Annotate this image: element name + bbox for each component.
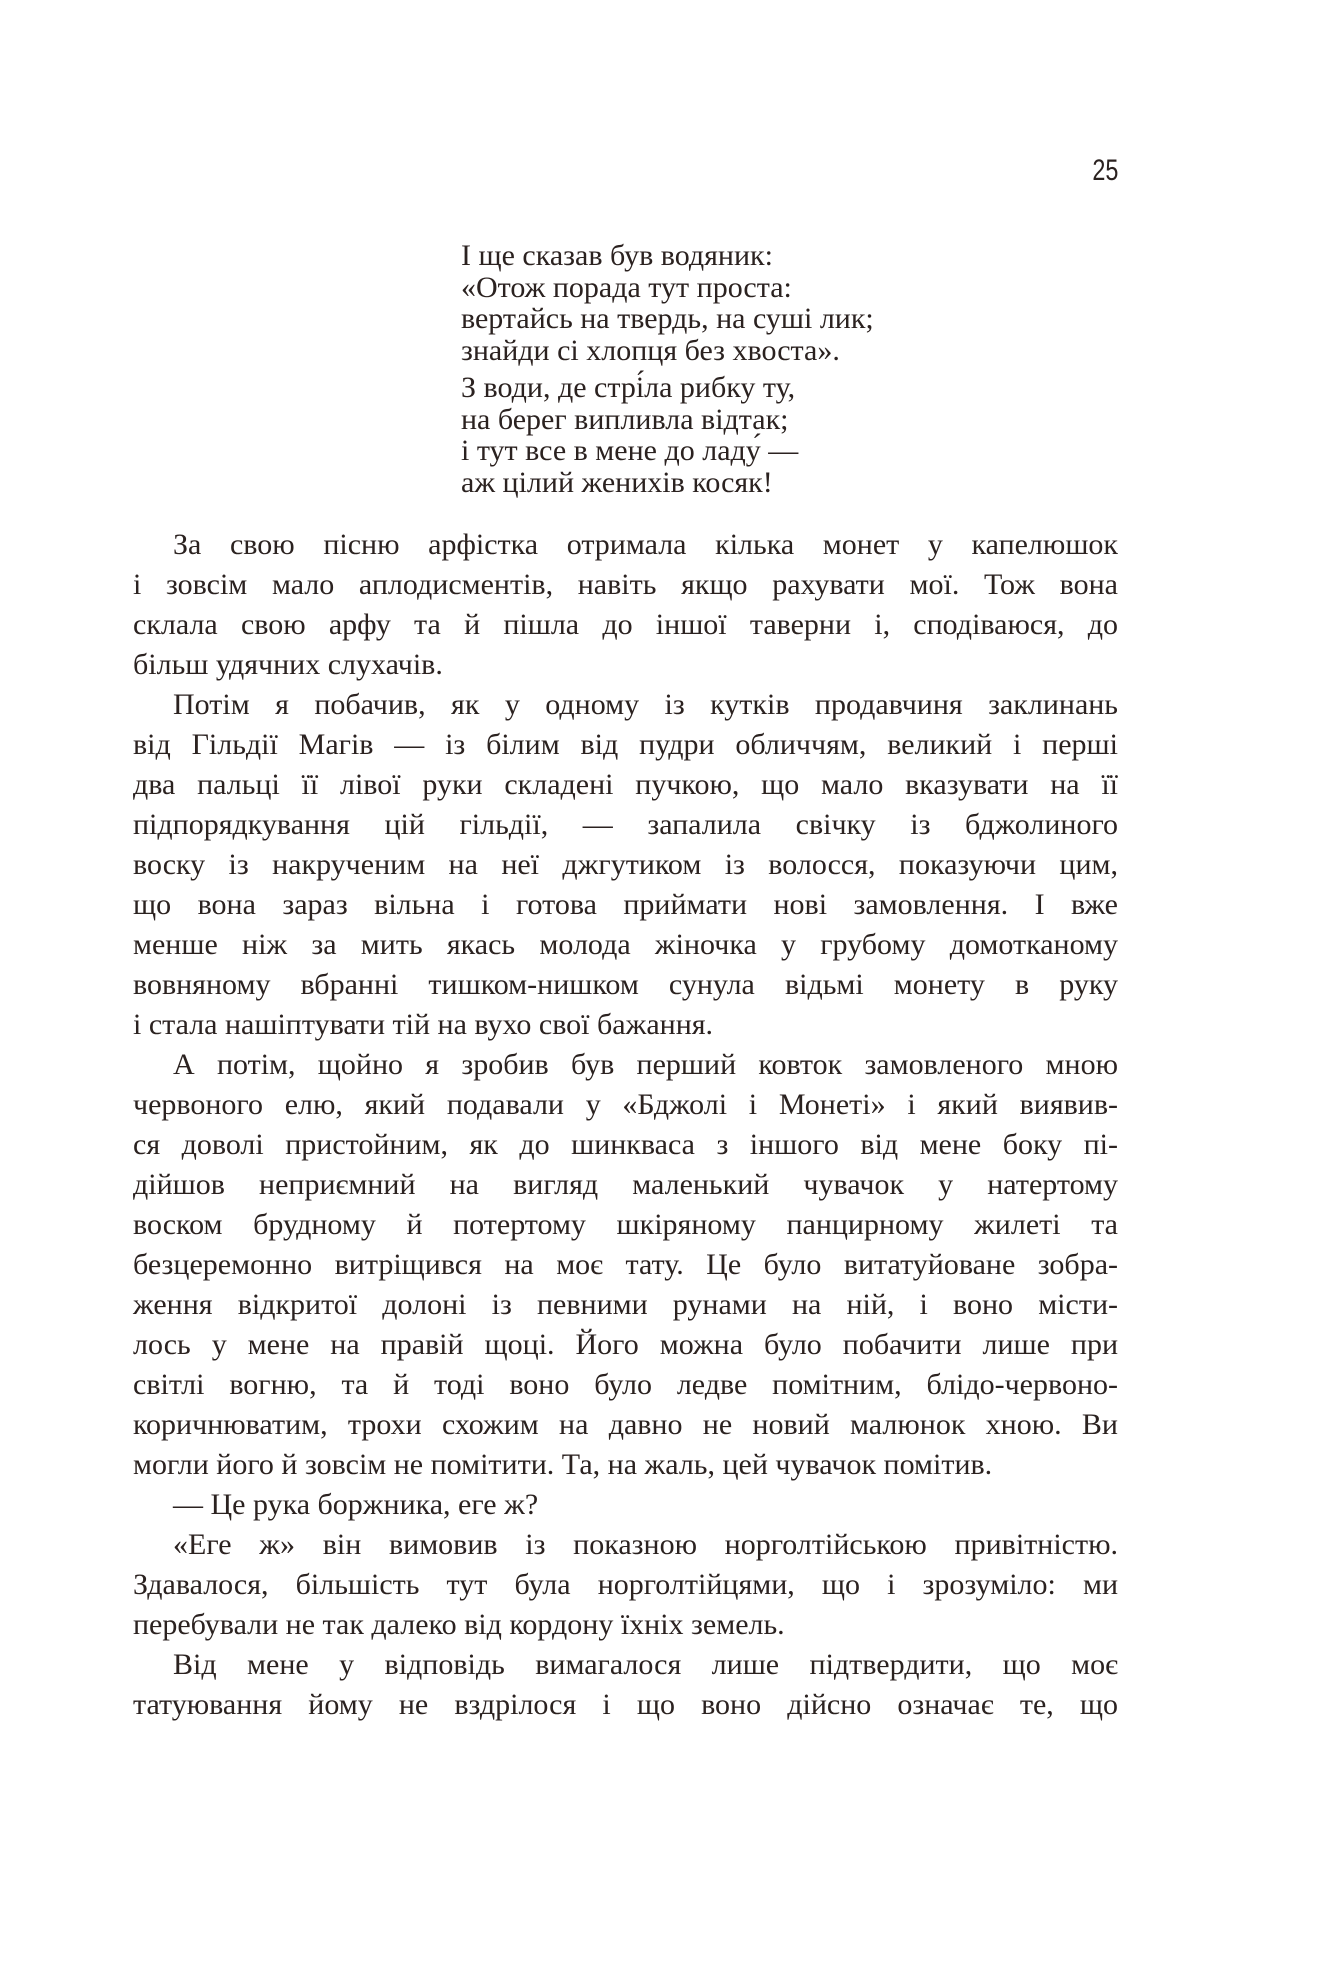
paragraph [133, 525, 1118, 685]
text-line: Здавалося, більшість тут була норголтійцями, що і зрозуміло: ми [133, 1568, 1118, 1601]
poem-line: на берег випливла відтак; [461, 402, 789, 436]
poem-line: і тут все в мене до ладу́ — [461, 434, 799, 467]
paragraph-dialogue [133, 1485, 1118, 1525]
text-line: лось у мене на правій щоці. Його можна було побачити лише при [133, 1328, 1118, 1361]
text-line: червоного елю, який подавали у «Бджолі і Монеті» і який виявив- [133, 1088, 1118, 1121]
text-line: і зовсім мало аплодисментів, навіть якщо рахувати мої. Тож вона [133, 568, 1118, 601]
text-line: більш удячних слухачів. [133, 648, 443, 681]
body-text [133, 525, 1118, 1725]
text-line: коричнюватим, трохи схожим на давно не новий малюнок хною. Ви [133, 1408, 1118, 1441]
page-number: 25 [1091, 154, 1118, 187]
text-line: від Гільдії Магів — із білим від пудри обличчям, великий і перші [133, 728, 1118, 761]
text-line: воском брудному й потертому шкіряному панцирному жилеті та [133, 1208, 1118, 1241]
text-line: менше ніж за мить якась молода жіночка у грубому домотканому [133, 928, 1118, 961]
text-line: Потім я побачив, як у одному із кутків продавчиня заклинань [173, 688, 1118, 721]
poem-stanza-2 [461, 372, 874, 498]
text-line: склала свою арфу та й пішла до іншої таверни і, сподіваюся, до [133, 608, 1118, 641]
paragraph [133, 1645, 1118, 1725]
text-line: вовняному вбранні тишком-нишком сунула відьмі монету в руку [133, 968, 1118, 1001]
poem-line: З води, де стрі́ла рибку ту, [461, 371, 796, 404]
text-line: що вона зараз вільна і готова приймати нові замовлення. І вже [133, 888, 1118, 921]
poem-line: знайди сі хлопця без хвоста». [461, 333, 840, 367]
paragraph [133, 1045, 1118, 1485]
text-line: За свою пісню арфістка отримала кілька монет у капелюшок [173, 528, 1118, 561]
text-line: два пальці її лівої руки складені пучкою, що мало вказувати на її [133, 768, 1118, 801]
text-line: перебували не так далеко від кордону їхніх земель. [133, 1608, 785, 1641]
text-line: воску із накрученим на неї джгутиком із волосся, показуючи цим, [133, 848, 1118, 881]
text-line: татуювання йому не вздрілося і що воно дійсно означає те, що [133, 1688, 1118, 1721]
text-line: безцеремонно витріщився на моє тату. Це було витатуйоване зобра- [133, 1248, 1118, 1281]
poem-line: «Отож порада тут проста: [461, 270, 792, 304]
text-line: ся доволі пристойним, як до шинкваса з іншого від мене боку пі- [133, 1128, 1118, 1161]
text-line: «Еге ж» він вимовив із показною норголтійською привітністю. [173, 1528, 1118, 1561]
paragraph [133, 1525, 1118, 1645]
text-line: дійшов неприємний на вигляд маленький чувачок у натертому [133, 1168, 1118, 1201]
text-line: — Це рука боржника, еге ж? [173, 1488, 539, 1521]
poem-line: аж цілий женихів косяк! [461, 465, 773, 499]
text-line: Від мене у відповідь вимагалося лише підтвердити, що моє [173, 1648, 1118, 1681]
text-line: могли його й зовсім не помітити. Та, на жаль, цей чувачок помітив. [133, 1448, 993, 1481]
poem-stanza-1 [461, 240, 874, 366]
text-line: ження відкритої долоні із певними рунами на ній, і воно місти- [133, 1288, 1118, 1321]
text-line: підпорядкування цій гільдії, — запалила свічку із бджолиного [133, 808, 1118, 841]
poem-line: вертайсь на твердь, на суші лик; [461, 302, 874, 335]
text-line: А потім, щойно я зробив був перший ковток замовленого мною [173, 1048, 1118, 1081]
paragraph [133, 685, 1118, 1045]
text-line: світлі вогню, та й тоді воно було ледве помітним, блідо-червоно- [133, 1368, 1118, 1401]
poem-line: І ще сказав був водяник: [461, 239, 773, 272]
text-line: і стала нашіптувати тій на вухо свої бажання. [133, 1008, 714, 1041]
poem-block [461, 240, 874, 498]
